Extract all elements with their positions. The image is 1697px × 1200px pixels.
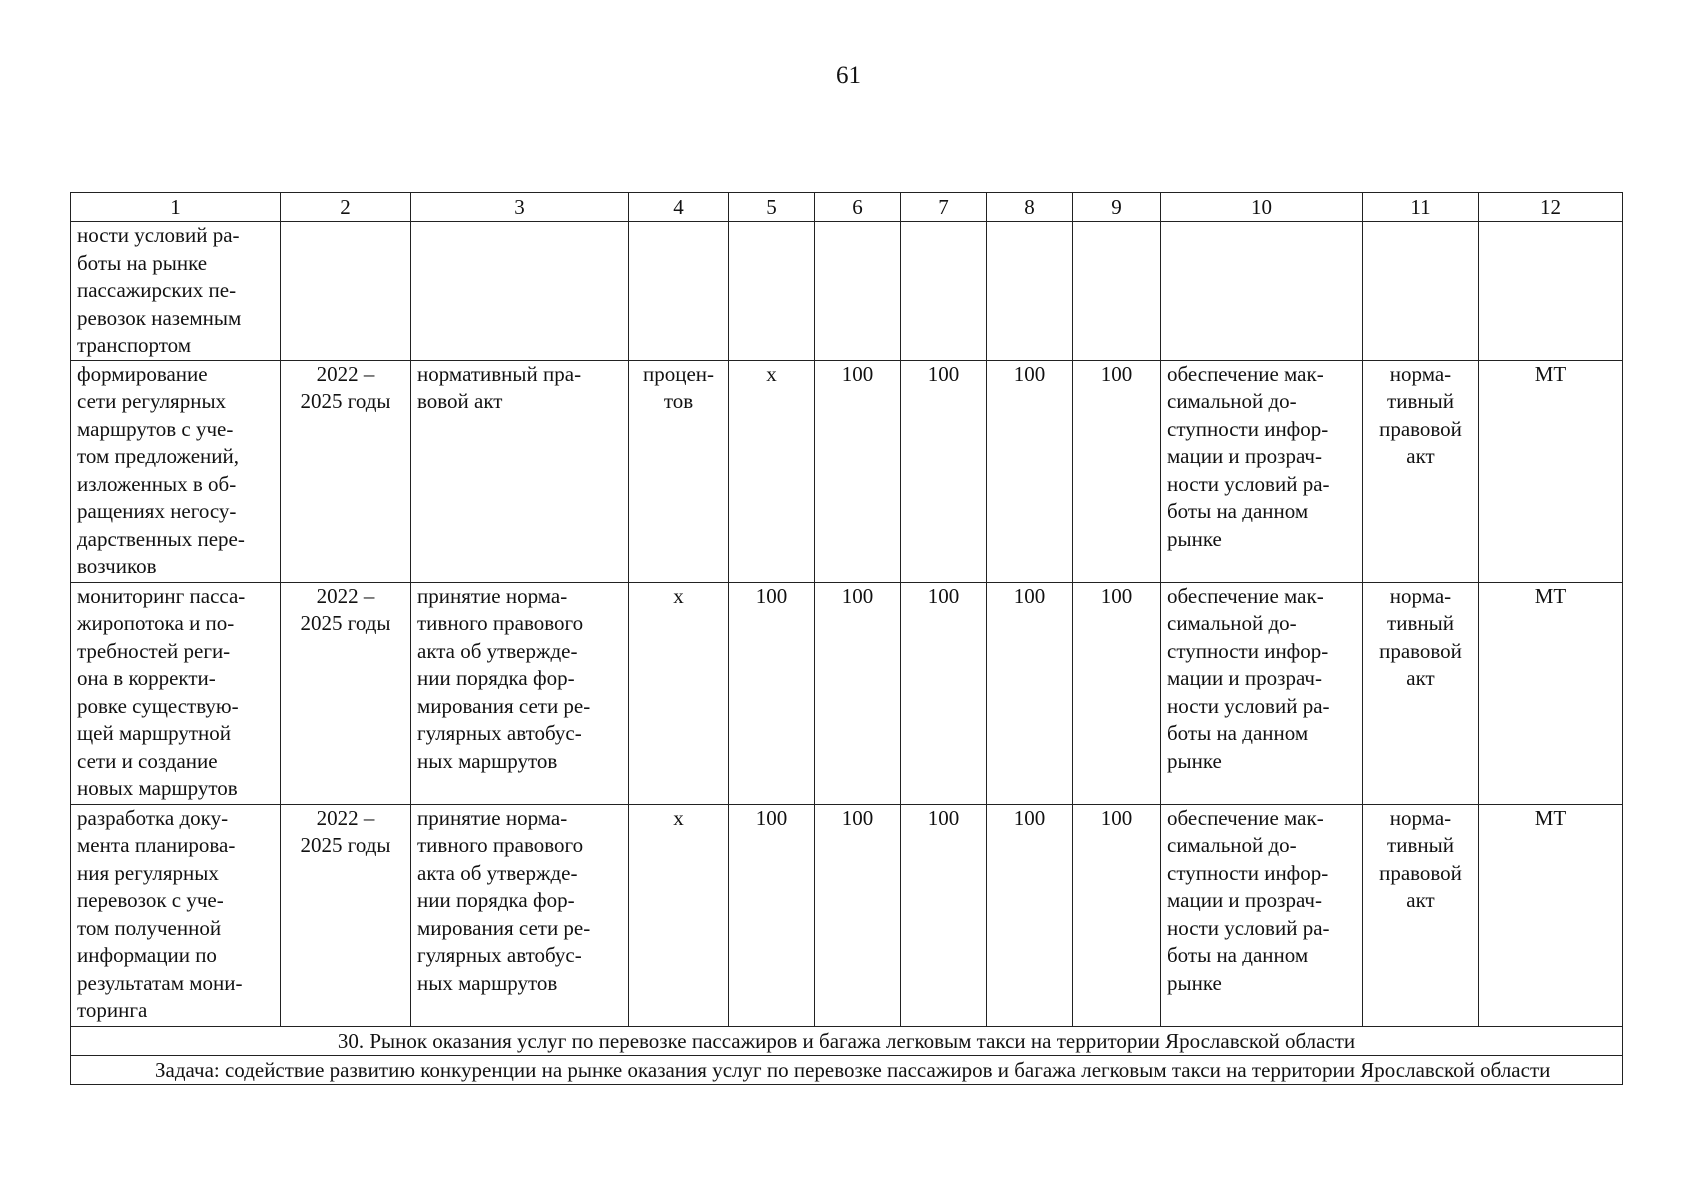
result-doc-cell xyxy=(1363,222,1479,361)
unit-cell xyxy=(629,222,729,361)
document-cell xyxy=(411,222,629,361)
period-cell xyxy=(281,222,411,361)
measure-cell: ности условий ра- боты на рынке пассажирских пе- ревозок наземным транспортом xyxy=(71,222,281,361)
responsible-cell: МТ xyxy=(1479,360,1623,582)
value-cell: 100 xyxy=(987,582,1073,804)
section-title-row xyxy=(71,1026,1623,1055)
result-doc-cell: норма- тивный правовой акт xyxy=(1363,804,1479,1026)
result-cell: обеспечение мак- симальной до- ступности инфор- мации и прозрач- ности условий ра- боты на данном рынке xyxy=(1161,582,1363,804)
value-cell xyxy=(901,222,987,361)
value-cell: 100 xyxy=(1073,804,1161,1026)
column-header-6: 6 xyxy=(815,193,901,222)
task-row xyxy=(71,1055,1623,1084)
measure-cell: формирование сети регулярных маршрутов с уче- том предложений, изложенных в об- ращениях негосу- дарственных пере- возчиков xyxy=(71,360,281,582)
section-title: 30. Рынок оказания услуг по перевозке пассажиров и багажа легковым такси на территории Ярославской области xyxy=(71,1026,1623,1055)
value-cell: 100 xyxy=(729,804,815,1026)
column-header-8: 8 xyxy=(987,193,1073,222)
page-number: 61 xyxy=(836,62,861,89)
document-cell: нормативный пра- вовой акт xyxy=(411,360,629,582)
value-cell: 100 xyxy=(987,804,1073,1026)
table-row xyxy=(71,582,1623,804)
measure-cell: мониторинг пасса- жиропотока и по- требностей реги- она в корректи- ровке существую- щей маршрутной сети и создание новых маршрутов xyxy=(71,582,281,804)
column-header-2: 2 xyxy=(281,193,411,222)
task-text: Задача: содействие развитию конкуренции на рынке оказания услуг по перевозке пассажиров и багажа легковым такси на территории Ярославской области xyxy=(71,1055,1623,1084)
column-header-7: 7 xyxy=(901,193,987,222)
responsible-cell: МТ xyxy=(1479,582,1623,804)
period-cell: 2022 – 2025 годы xyxy=(281,360,411,582)
column-header-11: 11 xyxy=(1363,193,1479,222)
column-header-10: 10 xyxy=(1161,193,1363,222)
value-cell: 100 xyxy=(987,360,1073,582)
value-cell xyxy=(987,222,1073,361)
value-cell: 100 xyxy=(1073,360,1161,582)
result-doc-cell: норма- тивный правовой акт xyxy=(1363,582,1479,804)
measures-table xyxy=(70,192,1623,1085)
table-row xyxy=(71,222,1623,361)
value-cell: 100 xyxy=(1073,582,1161,804)
unit-cell: х xyxy=(629,804,729,1026)
column-number-row xyxy=(71,193,1623,222)
result-cell xyxy=(1161,222,1363,361)
measure-cell: разработка доку- мента планирова- ния регулярных перевозок с уче- том полученной информации по результатам мони- торинга xyxy=(71,804,281,1026)
table-row xyxy=(71,360,1623,582)
value-cell xyxy=(1073,222,1161,361)
document-cell: принятие норма- тивного правового акта об утвержде- нии порядка фор- мирования сети ре- гулярных автобус- ных маршрутов xyxy=(411,804,629,1026)
column-header-5: 5 xyxy=(729,193,815,222)
result-cell: обеспечение мак- симальной до- ступности инфор- мации и прозрач- ности условий ра- боты на данном рынке xyxy=(1161,360,1363,582)
unit-cell: процен- тов xyxy=(629,360,729,582)
value-cell: 100 xyxy=(901,804,987,1026)
responsible-cell: МТ xyxy=(1479,804,1623,1026)
value-cell: 100 xyxy=(815,360,901,582)
value-cell: 100 xyxy=(815,582,901,804)
table-row xyxy=(71,804,1623,1026)
responsible-cell xyxy=(1479,222,1623,361)
result-doc-cell: норма- тивный правовой акт xyxy=(1363,360,1479,582)
column-header-3: 3 xyxy=(411,193,629,222)
column-header-4: 4 xyxy=(629,193,729,222)
value-cell: 100 xyxy=(901,582,987,804)
value-cell: 100 xyxy=(729,582,815,804)
period-cell: 2022 – 2025 годы xyxy=(281,582,411,804)
unit-cell: х xyxy=(629,582,729,804)
document-cell: принятие норма- тивного правового акта об утвержде- нии порядка фор- мирования сети ре- гулярных автобус- ных маршрутов xyxy=(411,582,629,804)
result-cell: обеспечение мак- симальной до- ступности инфор- мации и прозрач- ности условий ра- боты на данном рынке xyxy=(1161,804,1363,1026)
value-cell: х xyxy=(729,360,815,582)
value-cell xyxy=(815,222,901,361)
column-header-12: 12 xyxy=(1479,193,1623,222)
value-cell: 100 xyxy=(815,804,901,1026)
value-cell: 100 xyxy=(901,360,987,582)
column-header-1: 1 xyxy=(71,193,281,222)
period-cell: 2022 – 2025 годы xyxy=(281,804,411,1026)
value-cell xyxy=(729,222,815,361)
column-header-9: 9 xyxy=(1073,193,1161,222)
